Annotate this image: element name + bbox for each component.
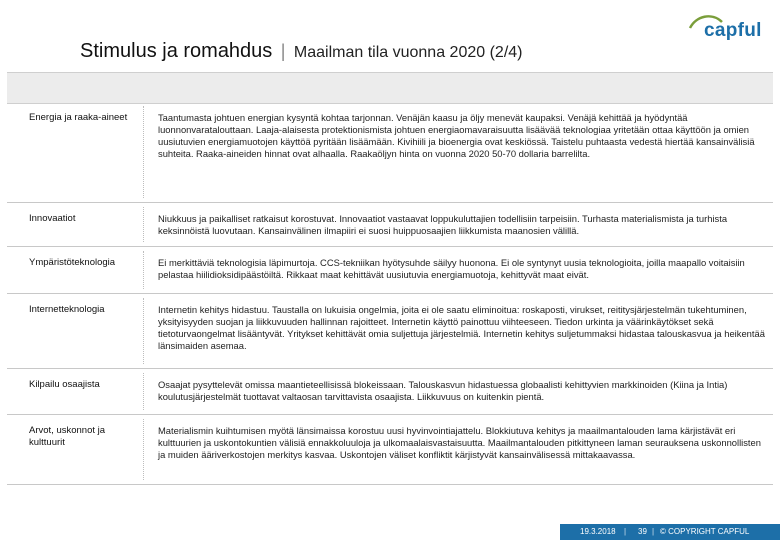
row-text: Materialismin kuihtumisen myötä länsimaissa korostuu uusi hyvinvointiajattelu. Blokkiutuva kehitys ja maailmantalouden lama kärjistävät eri kulttuurien ja uskontokuntien välisiä ennakkoluuloja ja ulkomaalaisvastaisuutta. Maailmantalouden pitkittyneen laman seurauksena uskonnollisten ja muiden ääriverkostojen merkitys kasvaa. Uskontojen väliset konfliktit kärjistyvät kansainvälisessä mittakaavassa. [158, 425, 761, 461]
row-divider [143, 298, 144, 364]
footer-separator: | [652, 527, 655, 536]
footer-copyright: © COPYRIGHT CAPFUL [660, 527, 750, 536]
logo-text: capful [704, 20, 762, 41]
footer-date: 19.3.2018 [580, 527, 616, 536]
row-label: Internetteknologia [29, 304, 105, 315]
table-row [7, 415, 773, 485]
header-band [7, 72, 773, 104]
row-text: Osaajat pysyttelevät omissa maantieteellisissä blokeissaan. Talouskasvun hidastuessa globaalisti kehittyvien markkinoiden (Kiina ja Intia) koulutusjärjestelmät tuottavat valtaosan tarvittavista osaajista. Liikkuvuus on kuitenkin pientä. [158, 379, 728, 403]
row-divider [143, 106, 144, 198]
footer-page-number: 39 [638, 527, 647, 536]
slide-title [80, 40, 522, 63]
table-row [7, 294, 773, 369]
row-label: Energia ja raaka-aineet [29, 112, 128, 123]
capful-logo [686, 14, 766, 44]
row-label: Arvot, uskonnot ja kulttuurit [29, 425, 106, 448]
row-label: Ympäristöteknologia [29, 257, 116, 268]
row-label: Kilpailu osaajista [29, 379, 100, 390]
title-subtitle: Maailman tila vuonna 2020 (2/4) [293, 44, 523, 61]
table-row [7, 247, 773, 294]
row-text: Taantumasta johtuen energian kysyntä kohtaa tarjonnan. Venäjän kaasu ja öljy menevät kaupaksi. Venäjä kehittää ja hyödyntää luonnonvaratalouttaan. Laaja-alaisesta protektionismista johtuen energiaomavaraisuutta lisäävää teknologiaa yritetään ottaa käyttöön ja omien uusiutuvien energiamuotojen käyttöä pyritään lisäämään. Kivihiili ja bioenergia ovat keskiössä. Taistelu puhtaasta vedestä hiertää kansainvälisiä suhteita. Raaka-aineiden hinnat ovat alhaalla. Raakaöljyn hinta on vuonna 2020 50-70 dollaria barrelilta. [158, 112, 755, 160]
slide-footer [560, 524, 780, 540]
row-divider [143, 419, 144, 480]
footer-separator: | [624, 527, 627, 536]
row-divider [143, 251, 144, 289]
row-label: Innovaatiot [29, 213, 76, 224]
table-row [7, 203, 773, 247]
table-row [7, 102, 773, 203]
table-row [7, 369, 773, 415]
slide-header [0, 0, 780, 80]
title-main: Stimulus ja romahdus [80, 40, 273, 62]
row-text: Ei merkittäviä teknologisia läpimurtoja. CCS-tekniikan hyötysuhde säilyy huonona. Ei ole syntynyt uusia teknologioita, joilla maapallo voitaisiin pelastaa hiilidioksidipäästöiltä. Rikkaat maat kehittävät uusiutuvia energiamuotoja, kehittyvät maat eivät. [158, 257, 745, 281]
scenario-table [7, 102, 773, 485]
row-text: Niukkuus ja paikalliset ratkaisut korostuvat. Innovaatiot vastaavat loppukuluttajien todellisiin tarpeisiin. Turhasta materialismista ja turhista keksinnöistä luovutaan. Kansainvälinen ilmapiiri ei suosi huippuosaajien liikkumista maanosien välillä. [158, 213, 728, 237]
row-text: Internetin kehitys hidastuu. Taustalla on lukuisia ongelmia, joita ei ole saatu eliminoitua: roskaposti, virukset, reititysjärjestelmän tukehtuminen, yksityisyyden suojan ja liikkuvuuden hallinnan rajoitteet. Internetin käyttö painottuu viihteeseen. Tiedon urkinta ja väärinkäytökset sekä tietoturvaongelmat lisääntyvät. Yritykset kehittävät omia suljettuja järjestelmiä. Internetin kehitys suljetummaksi hidastaa talouskasvua ja heikentää länsimaiden asemaa. [158, 304, 765, 352]
title-separator: | [280, 41, 286, 61]
row-divider [143, 373, 144, 410]
row-divider [143, 207, 144, 242]
